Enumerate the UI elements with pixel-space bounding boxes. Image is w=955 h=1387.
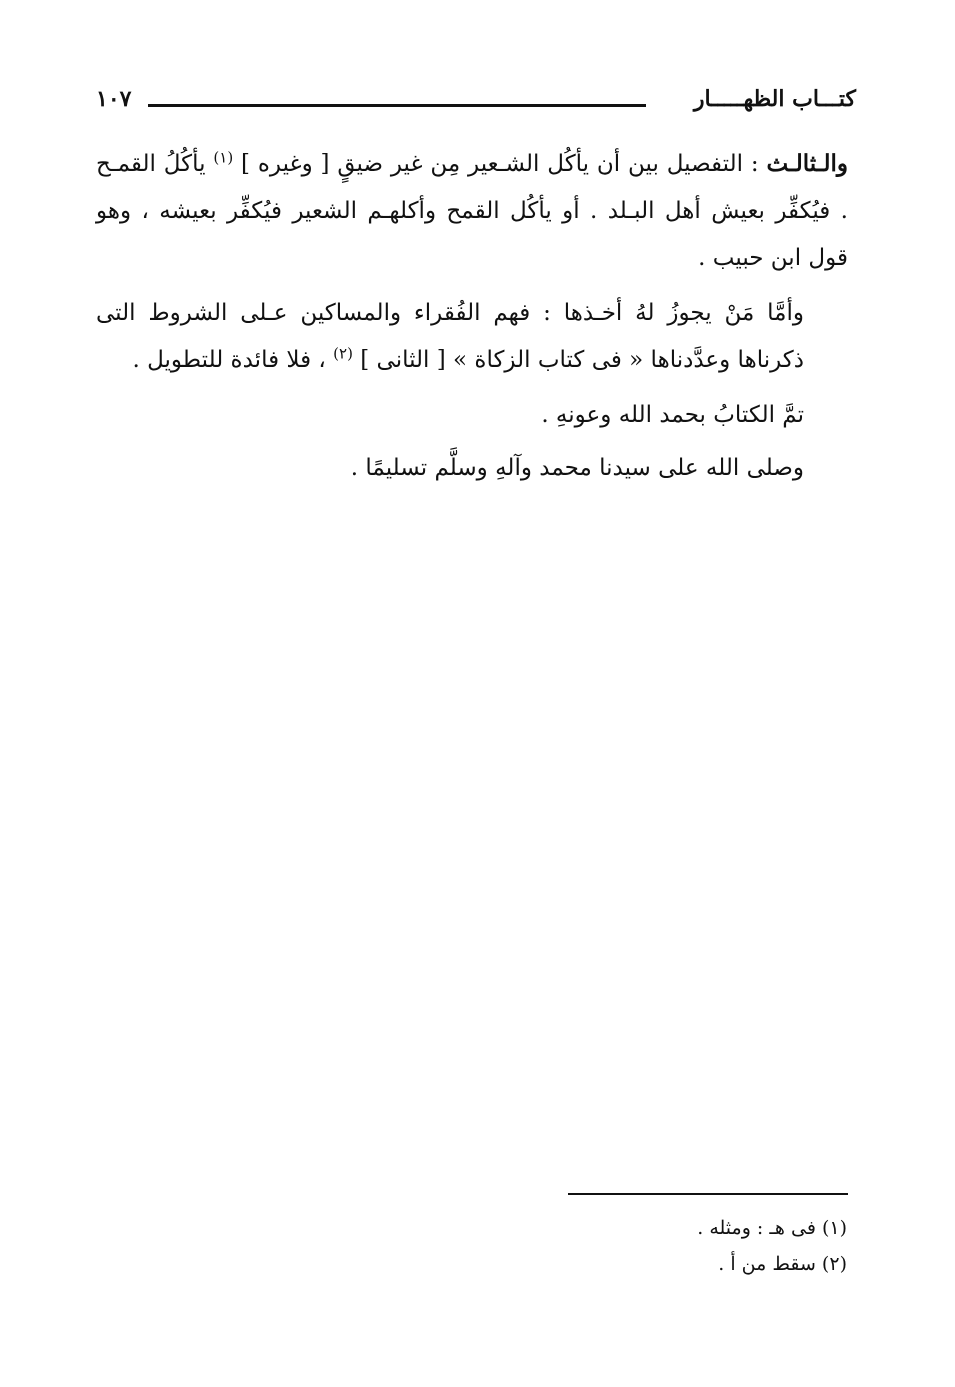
footnote: (١) فى هـ : ومثله .	[697, 1217, 847, 1239]
paragraph-text: وأمَّا مَنْ يجوزُ لهُ أخـذها : فهم الفُقراء والمساكين عـلى الشروط التى ذكرناها وعدَّدناها « فى كتاب الزكاة » [ الثانى ]	[96, 300, 804, 373]
footnote-divider	[568, 1193, 848, 1195]
main-text	[96, 140, 848, 492]
paragraph-text: : التفصيل بين أن يأكُل الشـعير مِن غير ضيقٍ [ وغيره ]	[233, 151, 767, 177]
page-number: ١٠٧	[96, 86, 132, 112]
running-header	[96, 86, 856, 126]
lead-word: والـثالـث	[766, 150, 848, 177]
header-rule	[148, 104, 646, 107]
footnote-reference: (٢)	[333, 344, 353, 363]
paragraph-text: ، فلا فائدة للتطويل .	[132, 347, 334, 373]
footnotes	[447, 1210, 847, 1282]
paragraph-third-opinion	[96, 140, 848, 282]
footnote: (٢) سقط من أ .	[718, 1253, 847, 1275]
paragraph-recipients	[96, 290, 848, 384]
chapter-title: كتـــاب الظهـــــار	[693, 86, 856, 112]
footnote-reference: (١)	[213, 148, 234, 167]
paragraph-text: يأكُلُ القمـح . فيُكفِّر بعيش أهل البـلد . أو يأكُل القمح وأكلهـم الشعير فيُكفِّر بعيشه ، وهو قول ابن حبيب .	[96, 151, 848, 271]
closing-prayer: وصلى الله على سيدنا محمد وآلهِ وسلَّم تسليمًا .	[350, 455, 804, 481]
closing-line: تمَّ الكتابُ بحمد الله وعونهِ .	[541, 402, 804, 428]
